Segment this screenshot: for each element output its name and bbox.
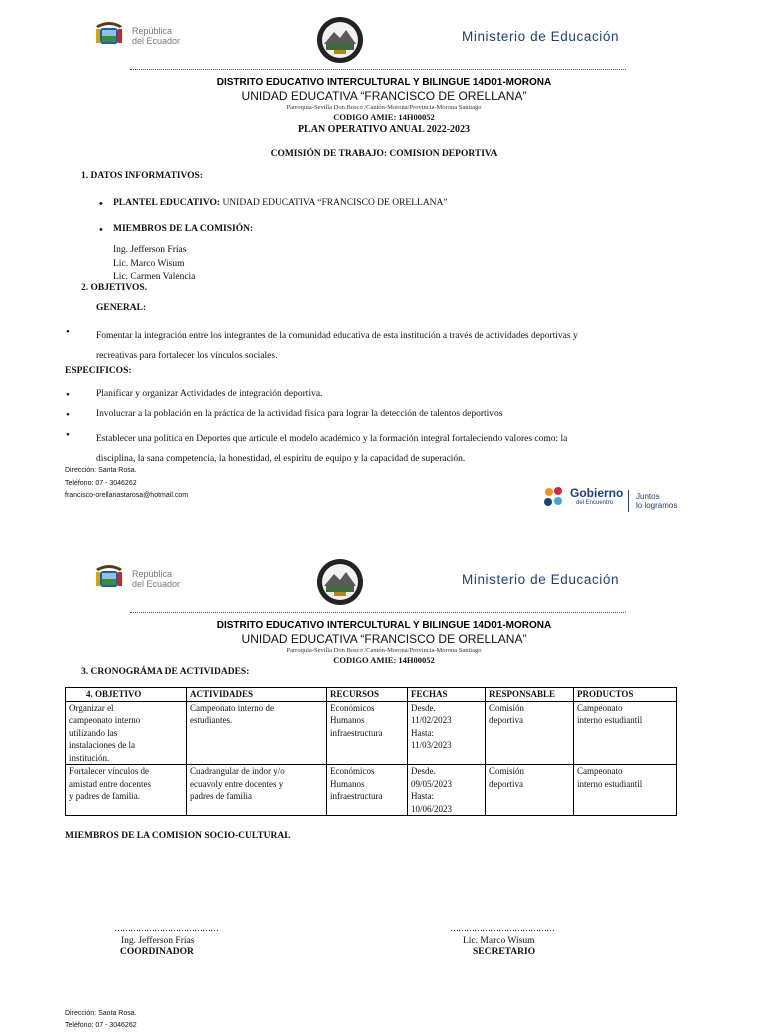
table-row [66, 701, 677, 765]
cell-line: infraestructura [330, 727, 383, 738]
signature-line-right: ………………………………… [450, 923, 554, 933]
cell-line: amistad entre docentes [69, 778, 151, 789]
cell-line: Económicos [330, 702, 375, 713]
distrito-title-2: DISTRITO EDUCATIVO INTERCULTURAL Y BILINGUE 14D01-MORONA [216, 620, 552, 631]
header-recursos: RECURSOS [327, 688, 408, 702]
cell-line: Desde. [411, 702, 436, 713]
republica-logo-2 [92, 557, 192, 601]
cell-fechas [408, 765, 486, 816]
signature-line-left: ………………………………… [114, 923, 218, 933]
republica-logo [92, 14, 192, 58]
school-seal-icon [316, 16, 364, 64]
cell-line: infraestructura [330, 791, 383, 801]
cell-line: 11/03/2023 [411, 740, 452, 750]
cell-line: interno estudiantil [577, 778, 643, 789]
footer-email: francisco-orellanastarosa@hotmail.com [65, 492, 189, 499]
header-divider-2 [130, 612, 626, 613]
cell-line: Campeonato [577, 766, 623, 776]
member-3: Lic. Carmen Valencia [113, 272, 196, 282]
footer-contact [65, 465, 188, 503]
header-responsable: RESPONSABLE [486, 688, 574, 702]
especifico-3-line-2: disciplina, la sana competencia, la honestidad, el espíritu de equipo y la capacidad de superación. [96, 454, 466, 464]
signature-left-role: COORDINADOR [120, 947, 194, 957]
cell-objetivo [66, 765, 187, 816]
ministerio-title-2: Ministerio de Educación [462, 572, 620, 587]
footer-direccion: Dirección: Santa Rosa. [65, 467, 137, 474]
miembros-socio-heading: MIEMBROS DE LA COMISION SOCIO-CULTURAL [65, 831, 291, 841]
cell-line: Cuadrangular de indor y/o [190, 766, 285, 776]
cell-line: estudiantes. [190, 715, 233, 725]
header-fechas: FECHAS [408, 688, 486, 702]
parroquia-line: Parroquia-Sevilla Don Bosco /Cantón-Morona/Provincia-Morona Santiago [286, 104, 482, 111]
cell-line: 11/02/2023 [411, 715, 452, 725]
cell-line: ecuavoly entre docentes y [190, 778, 284, 789]
cell-line: institución. [69, 752, 110, 763]
codigo-amie-2: CODIGO AMIE: 14H00052 [333, 655, 435, 665]
signature-right-name: Lic. Marco Wisum [463, 936, 535, 946]
footer-telefono-2: Teléfono: 07 - 3046262 [65, 1022, 137, 1029]
cell-line: Desde. [411, 766, 436, 776]
republica-line-2: del Ecuador [132, 36, 181, 46]
ministerio-title: Ministerio de Educación [462, 29, 620, 44]
cell-line: deportiva [489, 715, 523, 725]
miembros-label: MIEMBROS DE LA COMISIÓN: [113, 224, 254, 234]
ecuador-shield-icon [92, 20, 126, 48]
cell-line: Económicos [330, 766, 375, 776]
especifico-3 [96, 429, 567, 469]
header-divider [130, 69, 626, 70]
cell-line: Fortalecer vínculos de [69, 766, 149, 776]
cronograma-table [65, 687, 677, 816]
cell-line: instalaciones de la [69, 740, 135, 750]
cell-line: Organizar el [69, 702, 114, 713]
cell-line: 09/05/2023 [411, 778, 453, 789]
cell-line: interno estudiantil [577, 715, 643, 725]
datos-heading: 1. DATOS INFORMATIVOS: [81, 171, 204, 181]
cell-line: deportiva [489, 778, 523, 789]
gobierno-name: Gobierno [570, 486, 624, 500]
republica-line-2: del Ecuador [132, 579, 181, 589]
comision-title: COMISIÓN DE TRABAJO: COMISION DEPORTIVA [270, 149, 498, 159]
plantel-value: UNIDAD EDUCATIVA “FRANCISCO DE ORELLANA” [220, 198, 448, 208]
cell-responsable [486, 765, 574, 816]
republica-line-1: República [132, 26, 173, 36]
cell-line: Humanos [330, 715, 365, 725]
table-row [66, 765, 677, 816]
school-seal-icon [316, 558, 364, 606]
parroquia-line-2: Parroquia-Sevilla Don Bosco /Cantón-Morona/Provincia-Morona Santiago [286, 647, 482, 654]
cell-line: Campeonato [577, 702, 623, 713]
footer-telefono: Teléfono: 07 - 3046262 [65, 479, 137, 487]
gobierno-sub: del Encuentro [576, 500, 614, 506]
member-2: Lic. Marco Wisum [113, 258, 185, 269]
general-heading: GENERAL: [96, 303, 147, 313]
cell-productos [574, 765, 677, 816]
republica-line-1: República [132, 569, 173, 579]
footer-direccion-2: Dirección: Santa Rosa. [65, 1010, 137, 1017]
gobierno-logo [540, 484, 710, 514]
gobierno-slogan-2: lo logramos [636, 501, 678, 510]
cell-responsable [486, 701, 574, 765]
header-productos: PRODUCTOS [574, 688, 677, 702]
unidad-title: UNIDAD EDUCATIVA “FRANCISCO DE ORELLANA” [241, 89, 527, 103]
cronograma-heading: 3. CRONOGRÁMA DE ACTIVIDADES: [81, 667, 250, 677]
cell-line: padres de familia [190, 791, 252, 801]
cell-fechas [408, 701, 486, 765]
general-line-2: recreativas para fortalecer los vínculos sociales. [96, 351, 278, 361]
especifico-1 [96, 389, 322, 399]
member-list [113, 244, 195, 285]
cell-line: Comisión [489, 702, 525, 713]
objetivos-heading: 2. OBJETIVOS. [81, 283, 148, 293]
codigo-amie: CODIGO AMIE: 14H00052 [333, 112, 435, 122]
especifico-1-text: Planificar y organizar Actividades de integración deportiva. [96, 389, 323, 399]
cell-line: Hasta: [411, 727, 434, 738]
cell-actividades [187, 701, 327, 765]
especifico-2 [96, 409, 502, 419]
distrito-title: DISTRITO EDUCATIVO INTERCULTURAL Y BILINGUE 14D01-MORONA [216, 77, 552, 88]
plan-title: PLAN OPERATIVO ANUAL 2022-2023 [297, 124, 471, 135]
unidad-title-2: UNIDAD EDUCATIVA “FRANCISCO DE ORELLANA” [241, 632, 527, 646]
footer-contact-2 [65, 1008, 137, 1032]
header-actividades: ACTIVIDADES [187, 688, 327, 702]
cell-line: Hasta: [411, 791, 434, 801]
member-1: Ing. Jefferson Frías [113, 245, 187, 255]
cell-line: utilizando las [69, 727, 118, 738]
plantel-label: PLANTEL EDUCATIVO: [113, 198, 221, 208]
especificos-heading: ESPECIFICOS: [65, 366, 132, 376]
general-objective [96, 326, 716, 366]
cell-line: y padres de familia. [69, 791, 140, 801]
plantel-item [113, 198, 448, 208]
cell-line: campeonato interno [69, 715, 141, 725]
cell-line: 10/06/2023 [411, 803, 453, 814]
gobierno-divider [628, 490, 629, 512]
gobierno-slogan [636, 492, 677, 510]
cell-line: Comisión [489, 766, 525, 776]
miembros-item [113, 224, 253, 234]
cell-objetivo [66, 701, 187, 765]
especifico-3-line-1: Establecer una política en Deportes que articule el modelo académico y la formación integral fortaleciendo valores como: la [96, 434, 568, 444]
cell-line: Campeonato interno de [190, 702, 274, 713]
signature-left-name: Ing. Jefferson Frías [121, 936, 195, 946]
general-line-1: Fomentar la integración entre los integrantes de la comunidad educativa de esta institución a través de actividades deportivas y [96, 331, 578, 341]
signature-right-role: SECRETARIO [473, 947, 536, 957]
gobierno-mark-icon [540, 486, 568, 510]
cell-productos [574, 701, 677, 765]
cell-line: Humanos [330, 778, 365, 789]
gobierno-slogan-1: Juntos [636, 492, 660, 501]
especifico-2-text: Involucrar a la población en la práctica de la actividad física para lograr la detección de talentos deportivos [96, 409, 503, 419]
cell-actividades [187, 765, 327, 816]
header-objetivo: 4. OBJETIVO [66, 688, 187, 702]
cell-recursos [327, 765, 408, 816]
table-header-row [66, 688, 677, 702]
ecuador-shield-icon [92, 563, 126, 591]
cell-recursos [327, 701, 408, 765]
